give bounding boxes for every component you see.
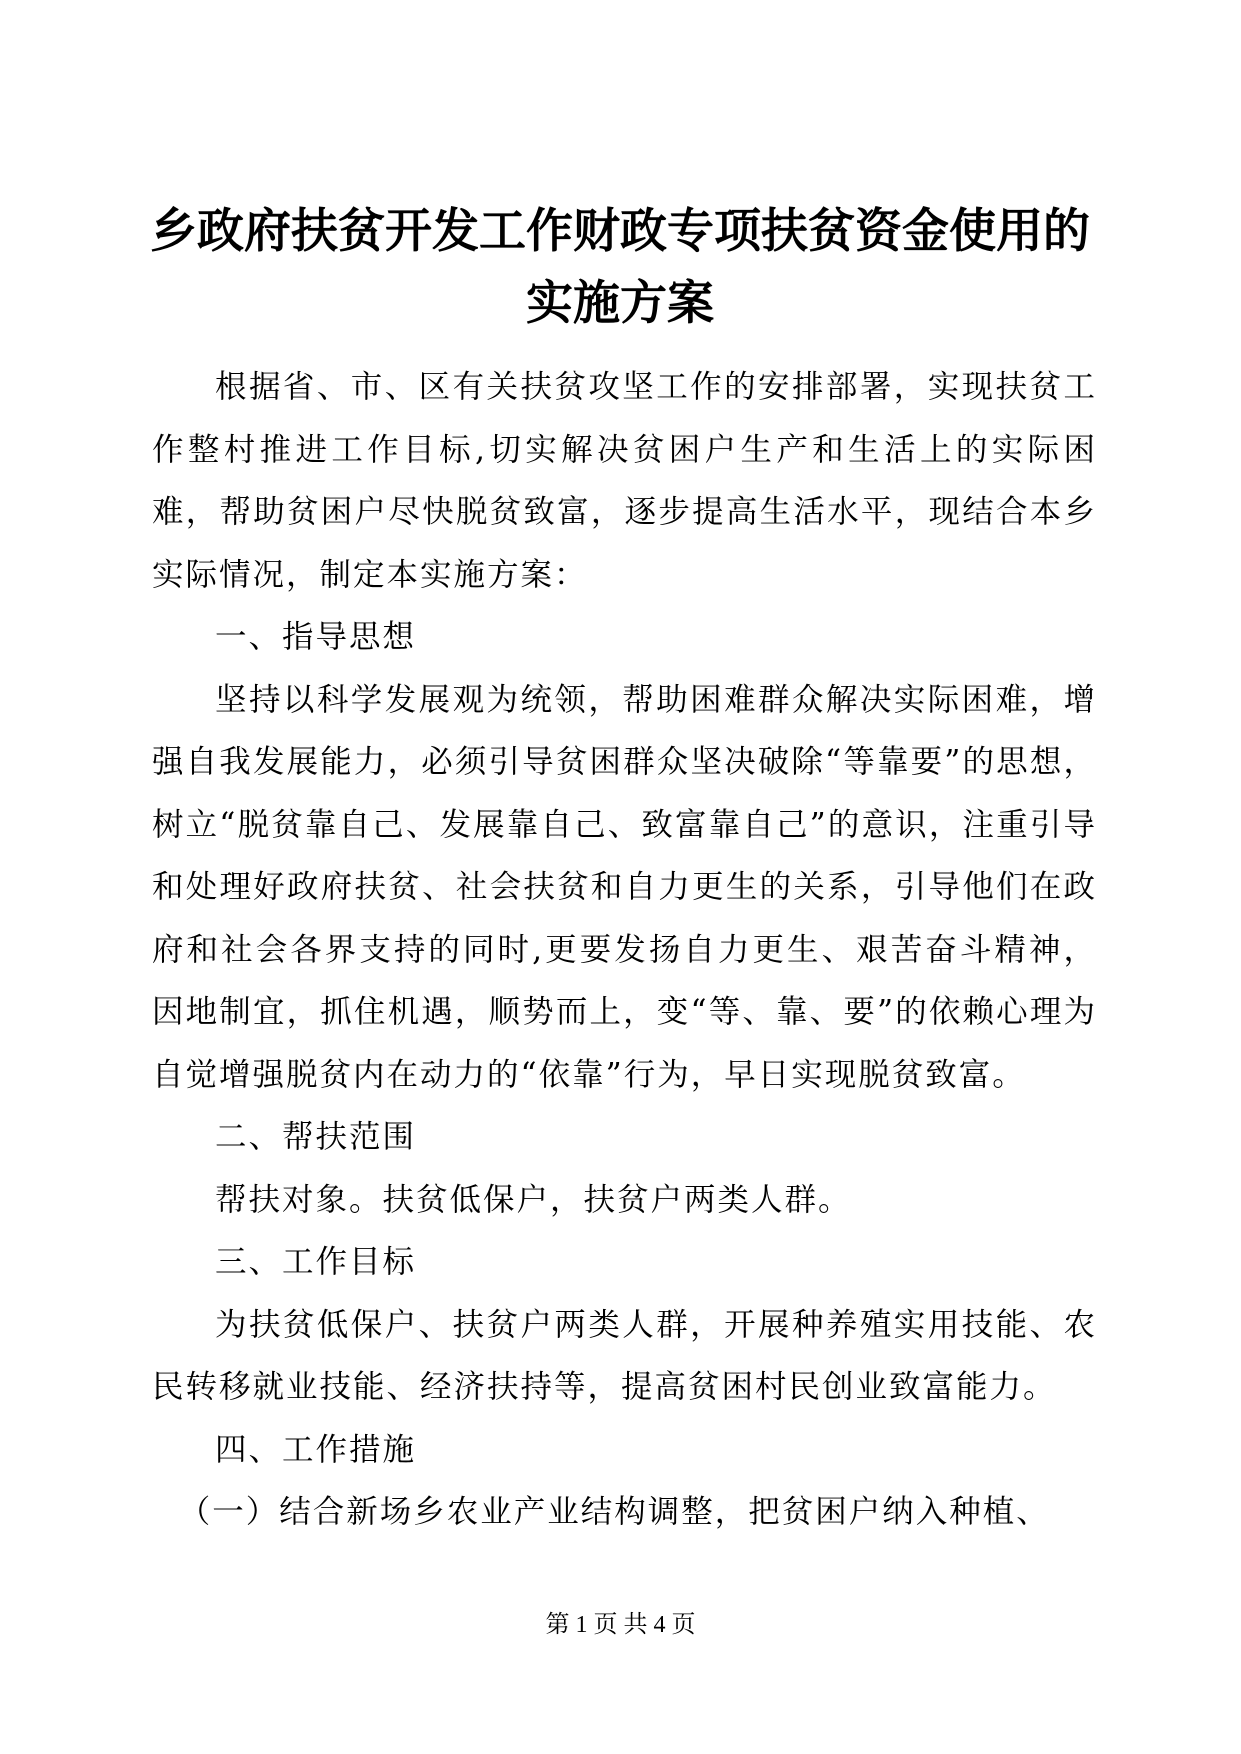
document-title [150,196,1090,340]
paragraph-guiding-ideology: 坚持以科学发展观为统领，帮助困难群众解决实际困难，增强自我发展能力，必须引导贫困群众坚决破除“等靠要”的思想，树立“脱贫靠自己、发展靠自己、致富靠自己”的意识，注重引导和处理好政府扶贫、社会扶贫和自力更生的关系，引导他们在政府和社会各界支持的同时,更要发扬自力更生、艰苦奋斗精神，因地制宜，抓住机遇，顺势而上，变“等、靠、要”的依赖心理为自觉增强脱贫内在动力的“依靠”行为，早日实现脱贫致富。 [152,681,1097,1093]
document-body [152,356,1097,1544]
page-number: 第 1 页 共 4 页 [545,1612,696,1638]
page-footer [0,1610,1241,1640]
paragraph-assistance-scope: 帮扶对象。扶贫低保户，扶贫户两类人群。 [215,1181,852,1218]
section-heading-work-goals: 三、工作目标 [215,1244,417,1280]
title-line-1: 乡政府扶贫开发工作财政专项扶贫资金使用的 [150,204,1090,259]
section-heading-guiding-ideology: 一、指导思想 [215,619,417,655]
section-heading-assistance-scope: 二、帮扶范围 [215,1119,417,1155]
section-heading-work-measures: 四、工作措施 [215,1431,417,1468]
paragraph-measure-1: （一）结合新场乡农业产业结构调整，把贫困户纳入种植、 [178,1494,1050,1530]
paragraph-work-goals: 为扶贫低保户、扶贫户两类人群，开展种养殖实用技能、农民转移就业技能、经济扶持等，提高贫困村民创业致富能力。 [152,1306,1097,1405]
paragraph-intro: 根据省、市、区有关扶贫攻坚工作的安排部署，实现扶贫工作整村推进工作目标,切实解决贫困户生产和生活上的实际困难，帮助贫困户尽快脱贫致富，逐步提高生活水平，现结合本乡实际情况，制定本实施方案： [152,369,1097,593]
title-line-2: 实施方案 [526,276,714,331]
